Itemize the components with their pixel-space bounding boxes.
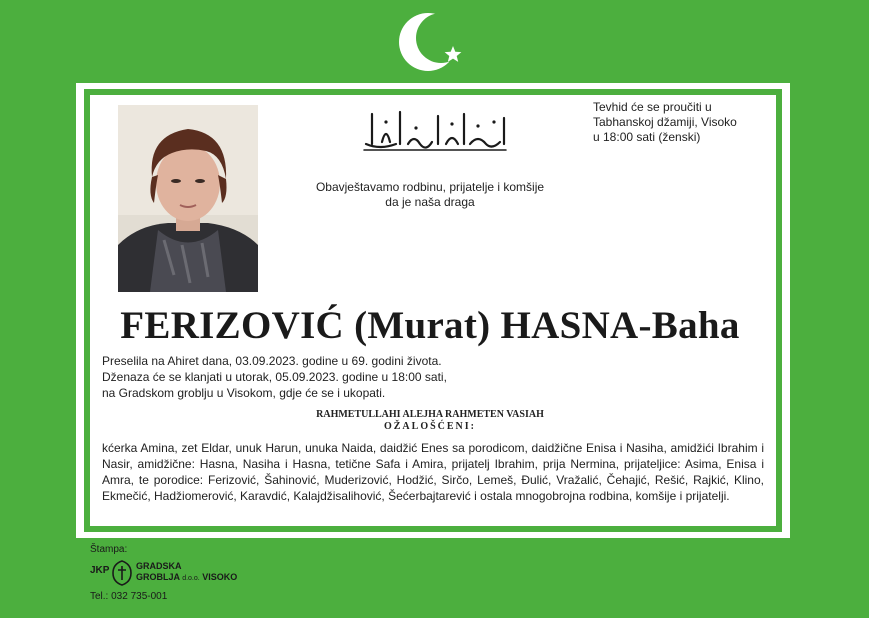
deceased-name: FERIZOVIĆ (Murat) HASNA-Baha	[120, 304, 740, 347]
printer-name-line1: GRADSKA	[136, 561, 182, 571]
printer-phone: Tel.: 032 735-001	[90, 591, 168, 602]
prayer-info-line: Tevhid će se proučiti u	[593, 100, 712, 114]
notice-intro-line: Obavještavamo rodbinu, prijatelje i komšije	[315, 180, 545, 194]
death-details-line: Dženaza će se klanjati u utorak, 05.09.2023. godine u 18:00 sati,	[102, 370, 447, 384]
prayer-info-line: Tabhanskoj džamiji, Visoko	[593, 115, 737, 129]
cemetery-logo-icon	[112, 560, 132, 586]
arabic-calligraphy-icon	[360, 104, 510, 156]
portrait-photo	[118, 105, 258, 292]
crescent-star-icon	[398, 8, 468, 76]
mourners-list: kćerka Amina, zet Eldar, unuk Harun, unuka Naida, daidžić Enes sa porodicom, daidžične Enisa i Nasiha, amidžići Ibrahim i Nasir, amidžične: Hasna, Nasiha i Hasna, tetične Safa i Amira, prijatelj Ibrahim, prija Nermina, prijateljice: Asima, Enisa i Amra, te porodice: Ferizović, Šahinović, Muderizović, Hodžić, Sirčo, Lemeš, Đulić, Vražalić, Čehajić, Rešić, Rajkić, Klino, Ekmečić, Hadžiomerović, Karavdić, Kalajdžisalihović, Šećerbajtarević i ostala mnogobrojna rodbina, komšije i prijatelji.	[102, 441, 764, 503]
prayer-info	[593, 100, 763, 145]
notice-intro	[300, 180, 560, 210]
prayer-phrase: RAHMETULLAHI ALEJHA RAHMETEN VASIAH	[316, 409, 544, 420]
mourners-heading: OŽALOŠĆENI:	[383, 421, 476, 432]
death-details	[102, 353, 522, 401]
printer-logo	[90, 560, 260, 592]
death-details-line: na Gradskom groblju u Visokom, gdje će se i ukopati.	[102, 386, 386, 400]
notice-intro-line: da je naša draga	[385, 195, 475, 209]
printer-label: Štampa:	[90, 544, 128, 555]
prayer-info-line: u 18:00 sati (ženski)	[593, 130, 701, 144]
printer-name-line2: GROBLJA	[136, 572, 180, 582]
printer-suffix: d.o.o.	[182, 575, 200, 582]
printer-city: VISOKO	[202, 572, 238, 582]
death-details-line: Preselila na Ahiret dana, 03.09.2023. godine u 69. godini života.	[102, 354, 442, 368]
printer-jkp: JKP	[90, 565, 110, 576]
printer-name	[136, 561, 237, 584]
